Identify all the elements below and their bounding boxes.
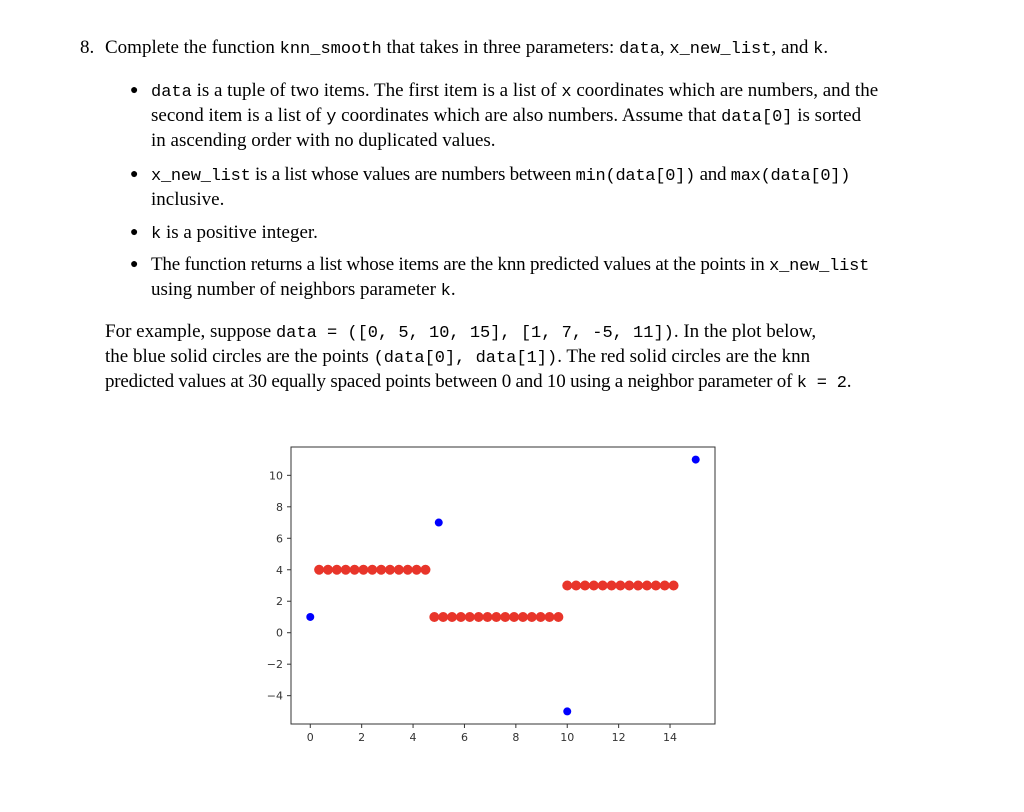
question-heading [80, 36, 828, 62]
knn-prediction-point [562, 581, 572, 591]
question-intro: Complete the function [105, 37, 275, 58]
text: is sorted [797, 105, 862, 126]
bullet-line: inclusive. [151, 189, 225, 210]
code-points: (data[0], data[1]) [373, 349, 558, 368]
text: second item is a list of [151, 105, 322, 126]
knn-scatter-plot [248, 445, 728, 755]
text: coordinates which are numbers, and the [576, 80, 879, 101]
knn-prediction-point [509, 612, 519, 622]
knn-prediction-point [642, 581, 652, 591]
knn-prediction-point [385, 565, 395, 575]
bullet-dot: ● [130, 225, 139, 240]
text: The function returns a list whose items are the knn predicted values at the points in [151, 254, 765, 275]
knn-prediction-point [474, 612, 484, 622]
code-y: y [326, 108, 337, 127]
data-point [692, 456, 700, 464]
period: . [846, 371, 852, 392]
knn-prediction-point [323, 565, 333, 575]
code-k-2: k = 2 [796, 374, 847, 393]
knn-prediction-point [553, 612, 563, 622]
knn-prediction-point [456, 612, 466, 622]
knn-prediction-point [412, 565, 422, 575]
x-tick-label: 14 [663, 731, 678, 744]
bullet-line: in ascending order with no duplicated values. [151, 130, 496, 151]
knn-prediction-point [332, 565, 342, 575]
knn-prediction-point [438, 612, 448, 622]
bullet-line [151, 278, 456, 304]
knn-prediction-point [651, 581, 661, 591]
text: and [699, 164, 727, 185]
knn-prediction-point [527, 612, 537, 622]
text: using number of neighbors parameter [151, 279, 436, 300]
comma: , [659, 37, 665, 58]
param-x-new-list: x_new_list [669, 40, 772, 59]
data-point [435, 519, 443, 527]
knn-prediction-point [624, 581, 634, 591]
y-tick-label: 0 [276, 626, 283, 640]
example-line [105, 345, 810, 371]
knn-prediction-point [483, 612, 493, 622]
knn-prediction-point [660, 581, 670, 591]
y-tick-label: 6 [276, 532, 283, 546]
period: . [450, 279, 456, 300]
knn-prediction-point [394, 565, 404, 575]
knn-prediction-point [580, 581, 590, 591]
y-tick-label: 2 [276, 595, 283, 609]
knn-prediction-point [403, 565, 413, 575]
code-x: x [561, 83, 572, 102]
text: is a tuple of two items. The first item is a list of [196, 80, 557, 101]
knn-prediction-point [341, 565, 351, 575]
knn-prediction-point [429, 612, 439, 622]
code-max: max(data[0]) [730, 167, 851, 186]
x-tick-label: 8 [512, 731, 520, 744]
code-k: k [440, 282, 451, 301]
param-data: data [619, 40, 660, 59]
y-tick-label: 8 [276, 500, 283, 514]
bullet-line [151, 163, 850, 189]
knn-prediction-point [465, 612, 475, 622]
bullet-dot: ● [130, 257, 139, 272]
bullet-line [151, 104, 861, 130]
bullet-dot: ● [130, 167, 139, 182]
knn-prediction-point [518, 612, 528, 622]
code-k: k [151, 225, 162, 244]
knn-prediction-point [350, 565, 360, 575]
knn-prediction-point [633, 581, 643, 591]
x-tick-label: 0 [306, 731, 314, 744]
knn-prediction-point [589, 581, 599, 591]
code-data: data [151, 83, 192, 102]
y-tick-label: −2 [266, 658, 283, 672]
knn-prediction-point [598, 581, 608, 591]
bullet-line [151, 253, 869, 279]
text: For example, suppose [105, 321, 272, 342]
knn-prediction-point [447, 612, 457, 622]
knn-prediction-point [571, 581, 581, 591]
question-mid: that takes in three parameters: [386, 37, 615, 58]
text: predicted values at 30 equally spaced points between 0 and 10 using a neighbor parameter of [105, 371, 793, 392]
code-min: min(data[0]) [575, 167, 696, 186]
knn-prediction-point [545, 612, 555, 622]
knn-prediction-point [607, 581, 617, 591]
knn-prediction-point [615, 581, 625, 591]
knn-prediction-point [420, 565, 430, 575]
x-tick-label: 10 [560, 731, 575, 744]
text: . In the plot below, [673, 321, 817, 342]
knn-prediction-point [314, 565, 324, 575]
function-name: knn_smooth [279, 40, 382, 59]
y-tick-label: 10 [269, 469, 283, 483]
x-tick-label: 12 [611, 731, 626, 744]
question-number: 8. [80, 37, 95, 58]
x-tick-label: 6 [460, 731, 468, 744]
y-tick-label: −4 [266, 689, 283, 703]
y-tick-label: 4 [276, 563, 283, 577]
data-point [306, 613, 314, 621]
bullet-line [151, 79, 878, 105]
knn-prediction-point [500, 612, 510, 622]
code-data-0: data[0] [721, 108, 793, 127]
knn-prediction-point [376, 565, 386, 575]
text: . The red solid circles are the knn [557, 346, 811, 367]
knn-prediction-point [367, 565, 377, 575]
text: coordinates which are also numbers. Assume that [341, 105, 717, 126]
code-data-value: data = ([0, 5, 10, 15], [1, 7, -5, 11]) [275, 324, 674, 343]
comma-and: , and [771, 37, 809, 58]
param-k: k [813, 40, 824, 59]
knn-prediction-point [491, 612, 501, 622]
knn-prediction-point [669, 581, 679, 591]
x-tick-label: 4 [409, 731, 417, 744]
code-x-new-list: x_new_list [769, 257, 870, 276]
x-tick-label: 2 [358, 731, 366, 744]
knn-prediction-point [536, 612, 546, 622]
text: is a positive integer. [165, 222, 318, 243]
code-x-new-list: x_new_list [151, 167, 251, 186]
text: the blue solid circles are the points [105, 346, 369, 367]
bullet-line [151, 221, 318, 247]
data-point [563, 707, 571, 715]
bullet-dot: ● [130, 83, 139, 98]
example-line [105, 320, 816, 346]
period: . [823, 37, 829, 58]
knn-prediction-point [358, 565, 368, 575]
example-line [105, 370, 851, 396]
text: is a list whose values are numbers between [255, 164, 572, 185]
